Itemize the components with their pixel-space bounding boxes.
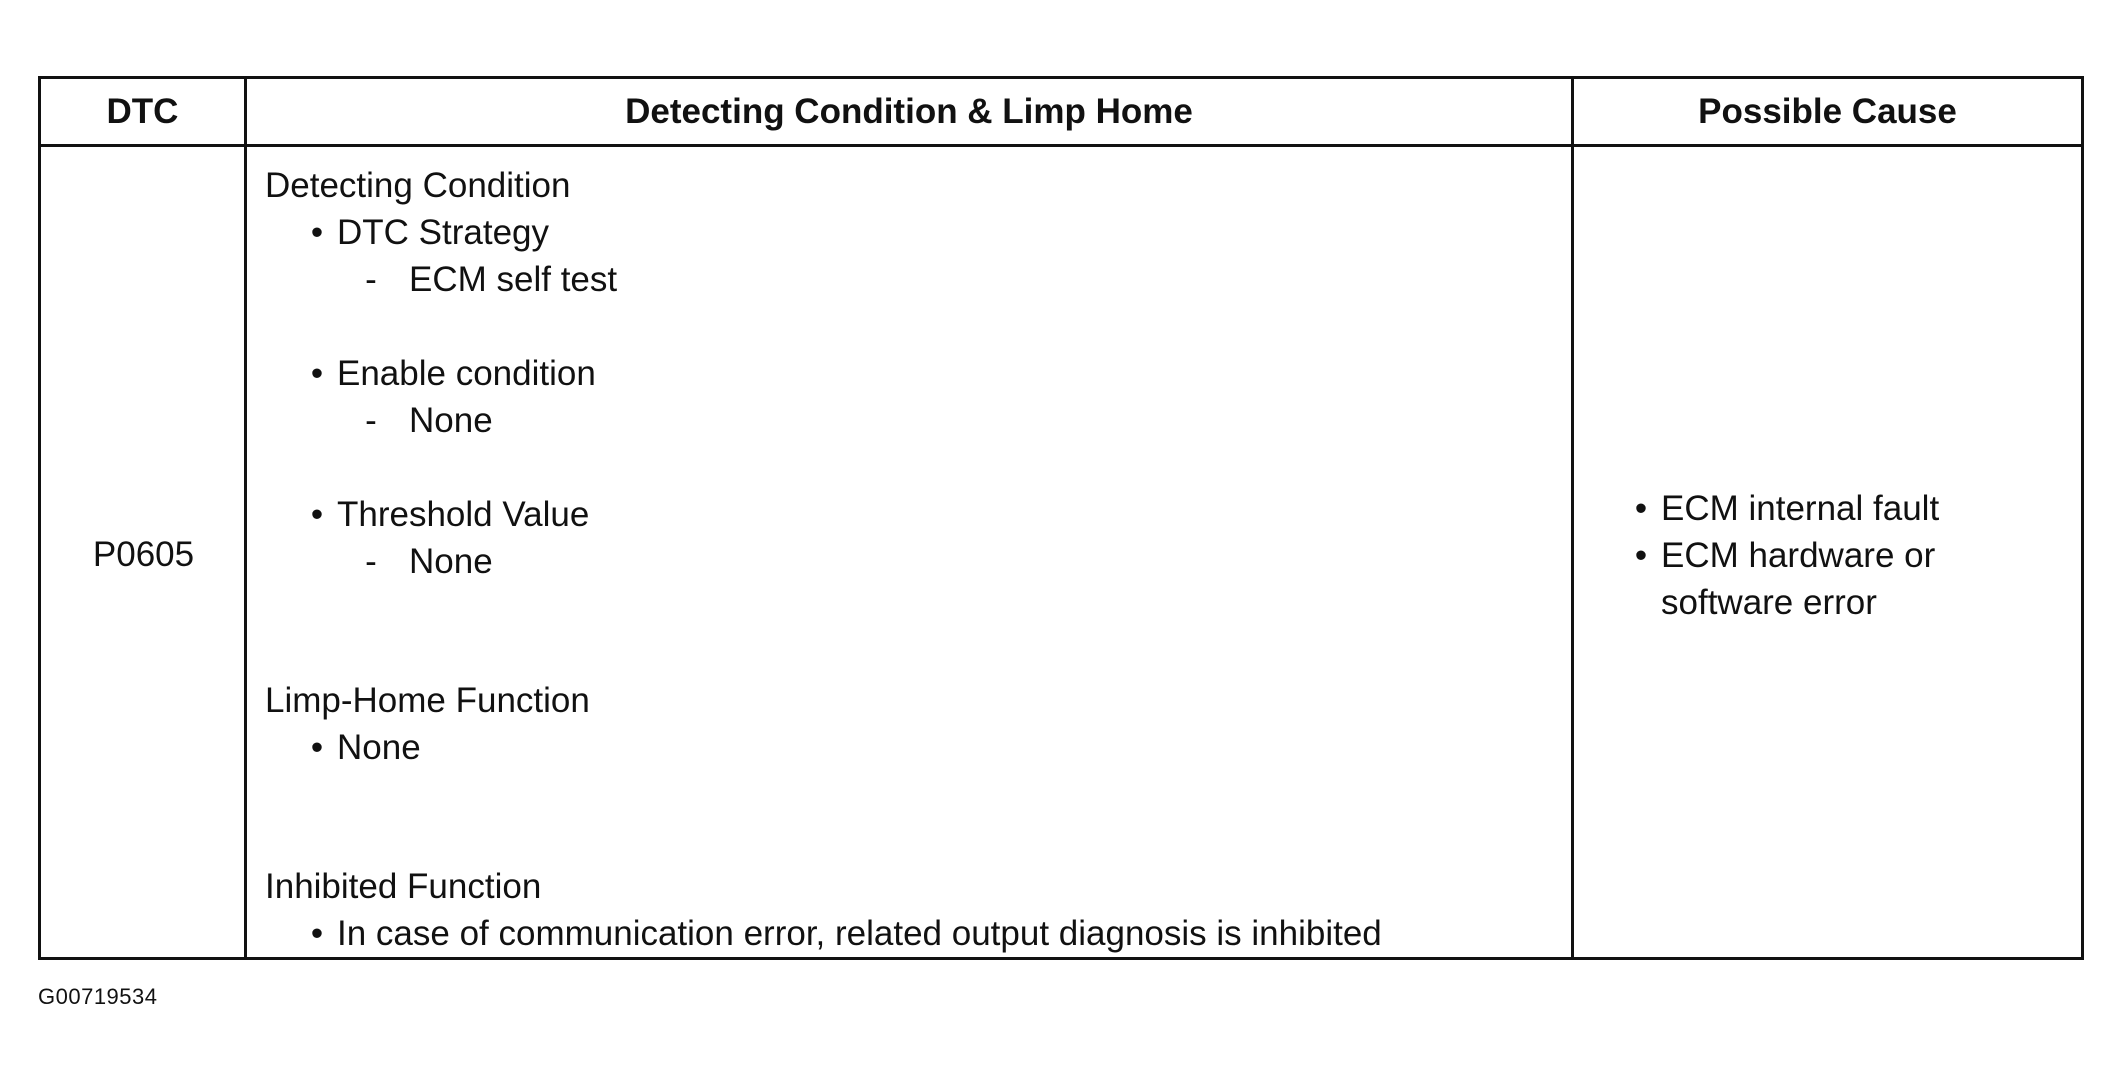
dash-marker: - bbox=[365, 542, 377, 581]
list-item-label: software error bbox=[1661, 583, 1877, 622]
list-item-label: ECM internal fault bbox=[1661, 489, 1940, 528]
header-dtc: DTC bbox=[106, 91, 179, 131]
bullet-icon: • bbox=[310, 495, 324, 534]
header-detecting-condition: Detecting Condition & Limp Home bbox=[625, 91, 1193, 131]
limp-home-heading: Limp-Home Function bbox=[265, 681, 590, 720]
list-item-label: Enable condition bbox=[337, 354, 596, 393]
list-item-label: None bbox=[337, 728, 421, 767]
bullet-icon: • bbox=[310, 213, 324, 252]
bullet-icon: • bbox=[1634, 489, 1648, 528]
list-item-label: Threshold Value bbox=[337, 495, 590, 534]
list-item-detail bbox=[333, 397, 493, 444]
list-item-detail-text: ECM self test bbox=[409, 260, 618, 299]
list-item bbox=[297, 350, 596, 397]
dash-marker: - bbox=[365, 401, 377, 440]
dtc-table bbox=[38, 76, 2084, 960]
list-item bbox=[297, 209, 549, 256]
column-divider-2 bbox=[1571, 79, 1574, 957]
inhibited-function-heading: Inhibited Function bbox=[265, 867, 542, 906]
list-item-label: ECM hardware or bbox=[1661, 536, 1936, 575]
list-item-detail bbox=[333, 256, 617, 303]
detecting-condition-heading: Detecting Condition bbox=[265, 166, 571, 205]
list-item bbox=[297, 910, 1382, 957]
list-item bbox=[1621, 485, 1939, 532]
list-item-detail bbox=[333, 538, 493, 585]
list-item-continuation bbox=[1661, 579, 1877, 626]
list-item bbox=[1621, 532, 1935, 579]
bullet-icon: • bbox=[310, 728, 324, 767]
list-item-detail-text: None bbox=[409, 401, 493, 440]
list-item-label: In case of communication error, related output diagnosis is inhibited bbox=[337, 914, 1382, 953]
list-item-detail-text: None bbox=[409, 542, 493, 581]
list-item bbox=[297, 491, 589, 538]
header-divider bbox=[41, 144, 2081, 147]
bullet-icon: • bbox=[310, 914, 324, 953]
list-item-label: DTC Strategy bbox=[337, 213, 549, 252]
dash-marker: - bbox=[365, 260, 377, 299]
list-item bbox=[297, 724, 421, 771]
bullet-icon: • bbox=[1634, 536, 1648, 575]
header-possible-cause: Possible Cause bbox=[1698, 91, 1957, 131]
dtc-code: P0605 bbox=[92, 535, 195, 574]
figure-id: G00719534 bbox=[38, 984, 158, 1009]
bullet-icon: • bbox=[310, 354, 324, 393]
column-divider-1 bbox=[244, 79, 247, 957]
